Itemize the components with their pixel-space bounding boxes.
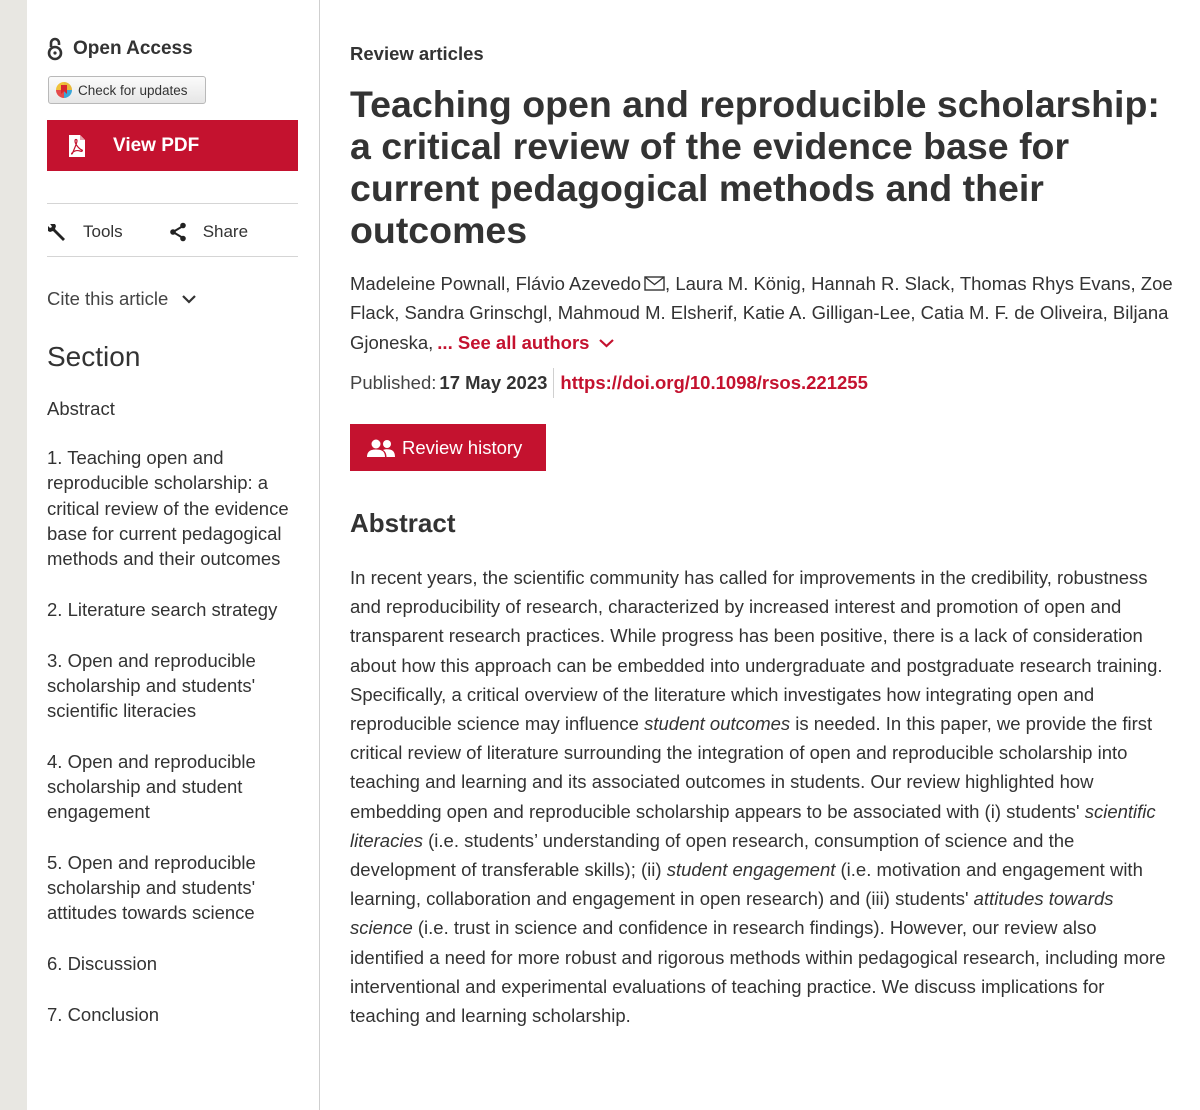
review-history-label: Review history: [402, 436, 523, 458]
wrench-icon: [47, 222, 67, 242]
section-heading: Section: [47, 341, 141, 372]
divider: [47, 256, 298, 257]
divider: [553, 368, 554, 398]
published-date: 17 May 2023: [439, 372, 548, 393]
cite-article-toggle[interactable]: [47, 286, 196, 312]
divider: [47, 203, 298, 204]
share-icon: [169, 222, 187, 242]
abstract-segment: (i.e. trust in science and confidence in research findings). However, our review also identified a need for more robust and rigorous methods within pedagogical research, including more interventional and experimental evaluations of teaching practice. We discuss implications for teaching and learning scholarship.: [350, 917, 1166, 1027]
toc-item-abstract[interactable]: Abstract: [47, 398, 115, 419]
view-pdf-button[interactable]: [47, 120, 298, 171]
authors-text[interactable]: , Laura M. König, Hannah R. Slack, Thomas Rhys Evans, Zoe Flack, Sandra Grinschgl, Mahmoud M. Elsherif, Katie A. Gilligan-Lee, Catia M. F. de Oliveira, Biljana Gjoneska,: [350, 273, 1173, 353]
toc-item-4[interactable]: 4. Open and reproducible scholarship and student engagement: [47, 750, 256, 823]
abstract-emphasis: attitudes towards science: [350, 888, 1114, 939]
open-access-icon: [47, 36, 63, 62]
abstract-segment: In recent years, the scientific community has called for improvements in the credibility, robustness and reproducibility of research, characterized by increased interest and promotion of open and transparent research practices. While progress has been positive, there is a lack of consideration about how this approach can be embedded into undergraduate and postgraduate research training. Specifically, a critical overview of the literature which investigates how integrating open and reproducible science may influence: [350, 567, 1163, 735]
check-updates-label: Check for updates: [78, 82, 188, 98]
chevron-down-icon: [599, 339, 614, 348]
abstract-segment: (i.e. students’ understanding of open research, consumption of science and the development of transferable skills); (ii): [350, 829, 1075, 881]
abstract-text: [350, 563, 1170, 1030]
abstract-segment: is needed. In this paper, we provide the first critical review of literature surrounding the integration of open and reproducible scholarship into teaching and learning and its associated outcomes in students. Our review highlighted how embedding open and reproducible scholarship appears to be associated with (i) students': [350, 713, 1153, 822]
toc-item-7[interactable]: 7. Conclusion: [47, 1004, 160, 1026]
page: [27, 0, 1200, 1110]
author-list: [350, 269, 1180, 357]
pdf-file-icon: [67, 134, 87, 158]
toc-item-6[interactable]: 6. Discussion: [47, 953, 158, 975]
share-button[interactable]: [169, 222, 248, 242]
envelope-icon[interactable]: [644, 276, 665, 291]
abstract-segment: (i.e. motivation and engagement with learning, collaboration and engagement in open research) and (iii) students': [350, 859, 1143, 910]
open-access-text: Open Access: [73, 38, 193, 59]
sidebar: [27, 0, 320, 1110]
tools-share-row: [47, 218, 248, 246]
abstract-emphasis: student outcomes: [644, 713, 791, 735]
abstract-emphasis: student engagement: [666, 859, 836, 881]
tools-label: Tools: [83, 222, 123, 241]
open-access-label: [47, 36, 193, 62]
toc-item-5[interactable]: 5. Open and reproducible scholarship and students' attitudes towards science: [47, 852, 256, 924]
review-history-button[interactable]: [350, 424, 546, 471]
view-pdf-label: View PDF: [113, 134, 200, 156]
check-updates-button[interactable]: [48, 76, 206, 104]
cite-label: Cite this article: [47, 288, 169, 309]
see-all-label: ... See all authors: [437, 331, 590, 353]
chevron-down-icon: [182, 295, 196, 304]
share-label: Share: [202, 222, 249, 241]
article-title: Teaching open and reproducible scholarship: a critical review of the evidence base for current pedagogical methods and their outcomes: [350, 83, 1160, 251]
people-icon: [366, 438, 396, 458]
authors-text[interactable]: Madeleine Pownall, Flávio Azevedo: [350, 273, 642, 294]
abstract-heading: Abstract: [350, 508, 456, 538]
publication-info: [350, 368, 868, 398]
doi-link[interactable]: https://doi.org/10.1098/rsos.221255: [560, 372, 868, 393]
tools-button[interactable]: [47, 222, 123, 242]
section-toc: [47, 396, 302, 1053]
toc-item-2[interactable]: 2. Literature search strategy: [47, 598, 278, 620]
toc-item-3[interactable]: 3. Open and reproducible scholarship and students' scientific literacies: [47, 649, 256, 722]
crossmark-icon: [56, 82, 72, 98]
see-all-authors-link[interactable]: [437, 332, 614, 353]
toc-item-1[interactable]: 1. Teaching open and reproducible scholarship: a critical review of the evidence base for current pedagogical methods and their outcomes: [47, 447, 289, 570]
published-label: Published:: [350, 372, 437, 393]
article-type: Review articles: [350, 43, 484, 64]
abstract-emphasis: scientific literacies: [350, 800, 1156, 851]
